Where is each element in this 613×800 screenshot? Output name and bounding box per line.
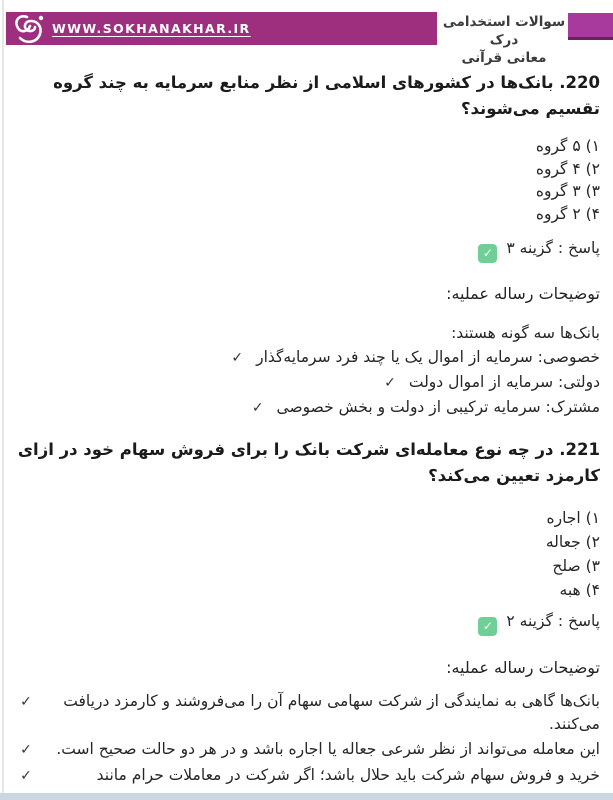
answer-check-icon: ✓ (478, 244, 497, 263)
answer-220-line (8, 237, 600, 263)
answer-221-line (8, 610, 600, 636)
option-220-4: ۴) ۲ گروه (535, 204, 600, 223)
question-221-options (8, 506, 600, 602)
list-item-text: خصوصی: سرمایه از اموال یک یا چند فرد سرمایه‌گذار (256, 348, 600, 367)
bottom-divider (0, 793, 613, 800)
explanation-221-heading: توضیحات رساله عملیه: (446, 658, 600, 677)
answer-220-label: پاسخ : گزینه ۳ (506, 239, 600, 257)
check-icon: ✓ (20, 741, 32, 758)
option-220-2: ۲) ۴ گروه (535, 159, 600, 178)
list-item-text: دولتی: سرمایه از اموال دولت (408, 373, 600, 392)
check-icon: ✓ (251, 400, 264, 417)
list-item (8, 345, 600, 370)
list-item (8, 395, 600, 420)
page-title-line2: معانی قرآنی (461, 50, 547, 66)
option-220-3: ۳) ۳ گروه (535, 182, 600, 200)
option-221-1: ۱) اجاره (546, 509, 600, 528)
check-icon: ✓ (231, 350, 244, 367)
bullet-item (8, 690, 600, 736)
site-logo-icon (11, 12, 47, 44)
site-url-link[interactable]: WWW.SOKHANAKHAR.IR (52, 21, 251, 36)
bullet-text: خرید و فروش سهام شرکت باید حلال باشد؛ اگر شرکت در معاملات حرام مانند (96, 765, 600, 784)
left-edge-divider (2, 0, 4, 800)
option-220-1: ۱) ۵ گروه (535, 137, 600, 155)
answer-221-label: پاسخ : گزینه ۲ (506, 612, 600, 631)
bullet-item (8, 738, 600, 762)
question-221-text: 221. در چه نوع معامله‌ای شرکت بانک را برای فروش سهام خود در ازای کارمزد تعیین می‌کند؟ (17, 440, 600, 486)
answer-check-icon: ✓ (478, 617, 497, 636)
explanation-220-list (8, 345, 600, 420)
page-title-line1: سوالات استخدامی درک (442, 14, 566, 48)
check-icon: ✓ (384, 375, 396, 392)
option-221-4: ۴) هبه (559, 581, 600, 600)
bullet-item (8, 764, 600, 788)
explanation-220-heading: توضیحات رساله عملیه: (446, 283, 600, 303)
question-220-options (8, 135, 600, 225)
accent-box (568, 13, 613, 40)
explanation-220-intro: بانک‌ها سه گونه هستند: (451, 324, 600, 343)
bullet-text: این معامله می‌تواند از نظر شرعی جعاله یا اجاره باشد و در هر دو حالت صحیح است. (56, 739, 600, 758)
question-220-text: 220. بانک‌ها در کشورهای اسلامی از نظر منابع سرمایه به چند گروه تقسیم می‌شوند؟ (53, 73, 600, 118)
option-221-2: ۲) جعاله (545, 533, 600, 552)
list-item-text: مشترک: سرمایه ترکیبی از دولت و بخش خصوصی (276, 398, 600, 417)
header-banner (6, 12, 437, 45)
list-item (8, 370, 600, 395)
document-content (8, 45, 600, 790)
option-221-3: ۳) صلح (552, 557, 600, 576)
check-icon: ✓ (20, 693, 32, 710)
check-icon: ✓ (20, 767, 32, 784)
bullet-text: بانک‌ها گاهی به نمایندگی از شرکت سهامی سهام آن را می‌فروشند و کارمزد دریافت می‌کنند. (63, 691, 600, 733)
explanation-221-list (8, 690, 600, 788)
